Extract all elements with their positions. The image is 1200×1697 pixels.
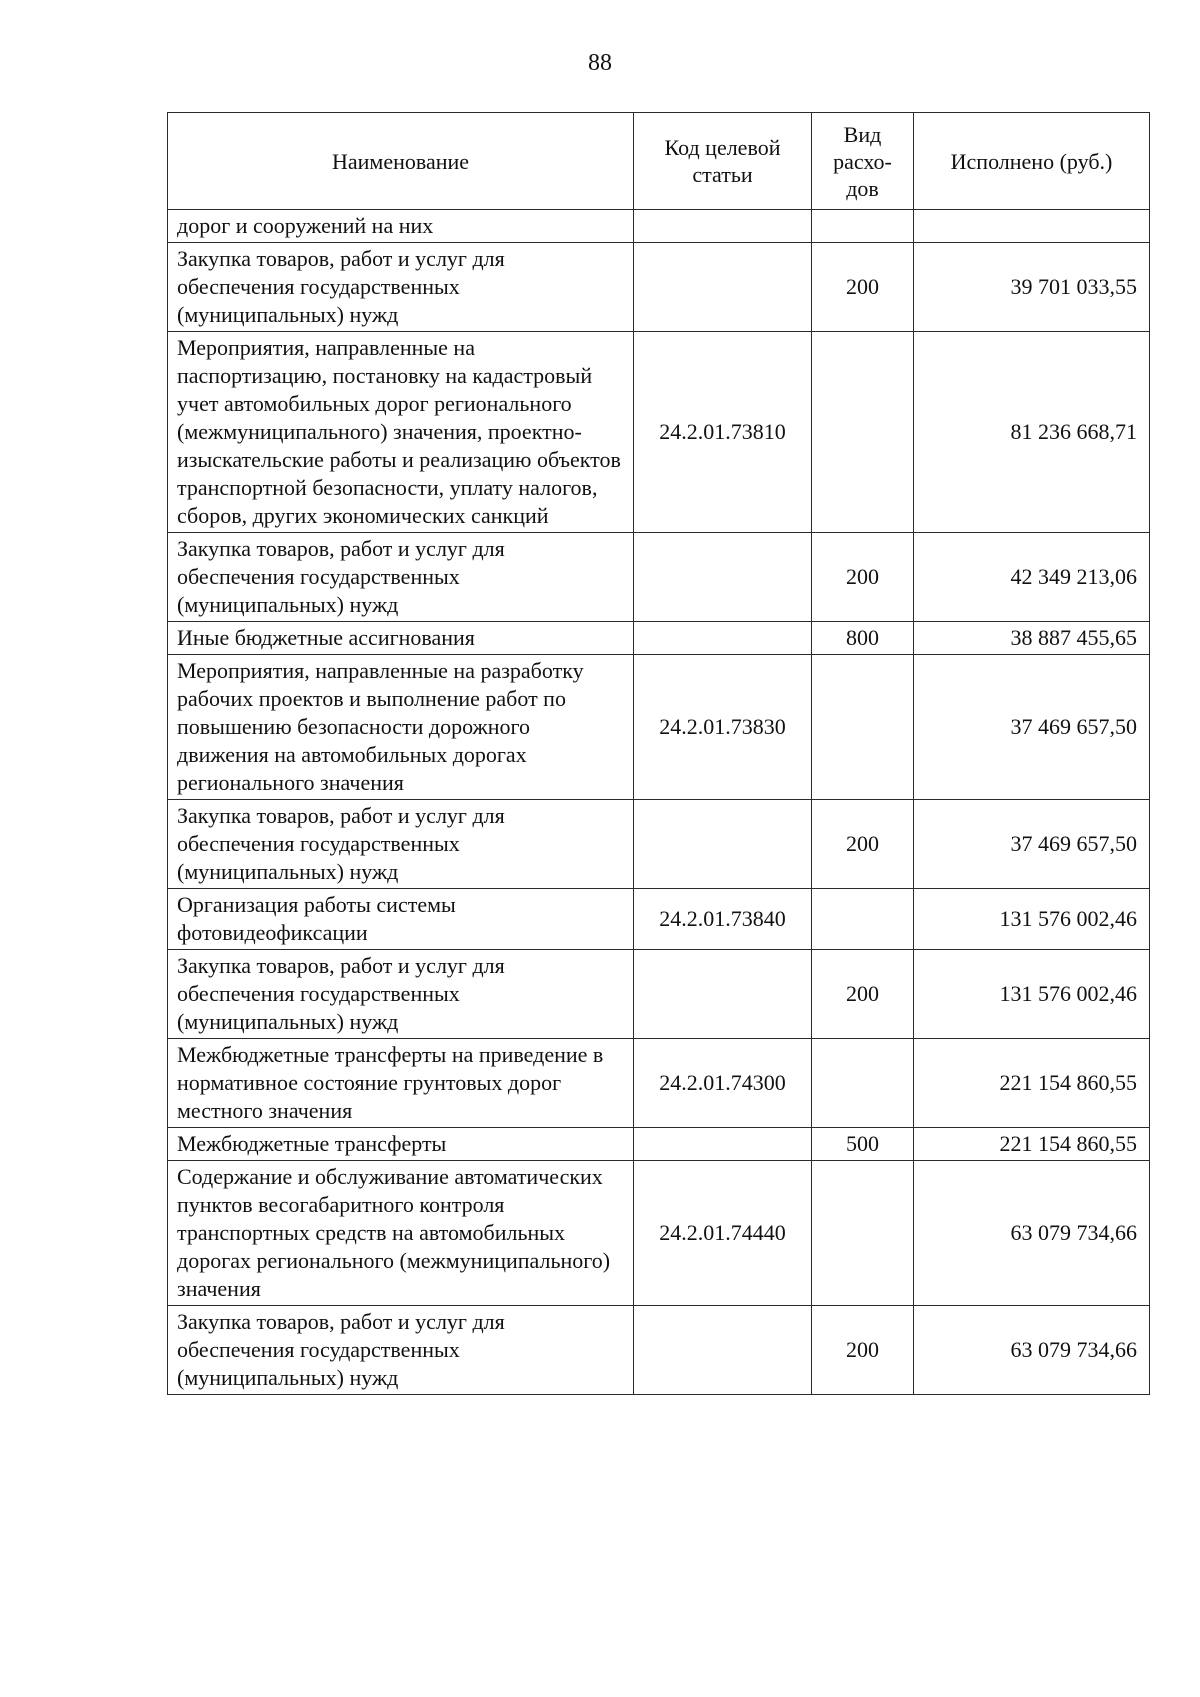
row-type bbox=[812, 655, 914, 800]
row-code: 24.2.01.74300 bbox=[634, 1039, 812, 1128]
row-code bbox=[634, 622, 812, 655]
row-name: дорог и сооружений на них bbox=[168, 210, 634, 243]
row-amount: 42 349 213,06 bbox=[914, 533, 1150, 622]
table-row bbox=[168, 889, 1150, 950]
row-code bbox=[634, 1306, 812, 1395]
table-row bbox=[168, 1039, 1150, 1128]
row-code bbox=[634, 1128, 812, 1161]
row-name: Содержание и обслуживание автоматических пунктов весогабаритного контроля транспортных средств на автомобильных дорогах регионального (межмуниципального) значения bbox=[168, 1161, 634, 1306]
row-code: 24.2.01.74440 bbox=[634, 1161, 812, 1306]
row-type: 200 bbox=[812, 243, 914, 332]
table-row bbox=[168, 332, 1150, 533]
table-row bbox=[168, 655, 1150, 800]
row-name: Закупка товаров, работ и услуг для обеспечения государственных (муниципальных) нужд bbox=[168, 950, 634, 1039]
row-code: 24.2.01.73830 bbox=[634, 655, 812, 800]
row-name: Межбюджетные трансферты на приведение в нормативное состояние грунтовых дорог местного значения bbox=[168, 1039, 634, 1128]
row-type: 200 bbox=[812, 950, 914, 1039]
row-type bbox=[812, 1039, 914, 1128]
header-type bbox=[812, 113, 914, 210]
row-type bbox=[812, 889, 914, 950]
row-type: 200 bbox=[812, 533, 914, 622]
table-header-row bbox=[168, 113, 1150, 210]
table-row bbox=[168, 210, 1150, 243]
row-amount bbox=[914, 210, 1150, 243]
row-name: Закупка товаров, работ и услуг для обеспечения государственных (муниципальных) нужд bbox=[168, 1306, 634, 1395]
row-name: Закупка товаров, работ и услуг для обеспечения государственных (муниципальных) нужд bbox=[168, 243, 634, 332]
row-amount: 38 887 455,65 bbox=[914, 622, 1150, 655]
row-amount: 37 469 657,50 bbox=[914, 655, 1150, 800]
row-amount: 63 079 734,66 bbox=[914, 1161, 1150, 1306]
row-amount: 81 236 668,71 bbox=[914, 332, 1150, 533]
row-type: 800 bbox=[812, 622, 914, 655]
header-name-text: Наименование bbox=[331, 148, 470, 174]
row-code: 24.2.01.73840 bbox=[634, 889, 812, 950]
row-amount: 37 469 657,50 bbox=[914, 800, 1150, 889]
row-code bbox=[634, 210, 812, 243]
row-type bbox=[812, 1161, 914, 1306]
budget-table bbox=[167, 112, 1150, 1395]
page-number: 88 bbox=[588, 50, 612, 76]
row-type: 500 bbox=[812, 1128, 914, 1161]
row-type: 200 bbox=[812, 800, 914, 889]
row-amount: 221 154 860,55 bbox=[914, 1039, 1150, 1128]
row-amount: 63 079 734,66 bbox=[914, 1306, 1150, 1395]
row-type: 200 bbox=[812, 1306, 914, 1395]
row-amount: 39 701 033,55 bbox=[914, 243, 1150, 332]
row-name: Иные бюджетные ассигнования bbox=[168, 622, 634, 655]
table-row bbox=[168, 1306, 1150, 1395]
row-code bbox=[634, 243, 812, 332]
header-amount bbox=[914, 113, 1150, 210]
row-amount: 131 576 002,46 bbox=[914, 889, 1150, 950]
row-name: Мероприятия, направленные на паспортизацию, постановку на кадастровый учет автомобильных дорог регионального (межмуниципального) значения, проектно-изыскательские работы и реализацию объектов транспортной безопасности, уплату налогов, сборов, других экономических санкций bbox=[168, 332, 634, 533]
row-name: Межбюджетные трансферты bbox=[168, 1128, 634, 1161]
row-name: Закупка товаров, работ и услуг для обеспечения государственных (муниципальных) нужд bbox=[168, 800, 634, 889]
table-row bbox=[168, 950, 1150, 1039]
row-code bbox=[634, 950, 812, 1039]
table-row bbox=[168, 243, 1150, 332]
row-amount: 131 576 002,46 bbox=[914, 950, 1150, 1039]
table-row bbox=[168, 622, 1150, 655]
row-name: Организация работы системы фотовидеофиксации bbox=[168, 889, 634, 950]
row-code bbox=[634, 800, 812, 889]
row-code bbox=[634, 533, 812, 622]
row-code: 24.2.01.73810 bbox=[634, 332, 812, 533]
table-row bbox=[168, 1128, 1150, 1161]
row-type bbox=[812, 332, 914, 533]
row-name: Мероприятия, направленные на разработку рабочих проектов и выполнение работ по повышению безопасности дорожного движения на автомобильных дорогах регионального значения bbox=[168, 655, 634, 800]
row-name: Закупка товаров, работ и услуг для обеспечения государственных (муниципальных) нужд bbox=[168, 533, 634, 622]
header-amount-text: Исполнено (руб.) bbox=[950, 148, 1113, 174]
header-type-text: Вид расхо-дов bbox=[833, 121, 892, 201]
table-row bbox=[168, 533, 1150, 622]
row-type bbox=[812, 210, 914, 243]
header-code bbox=[634, 113, 812, 210]
table-row bbox=[168, 1161, 1150, 1306]
table-row bbox=[168, 800, 1150, 889]
header-code-text: Код целевой статьи bbox=[664, 135, 781, 187]
header-name bbox=[168, 113, 634, 210]
row-amount: 221 154 860,55 bbox=[914, 1128, 1150, 1161]
